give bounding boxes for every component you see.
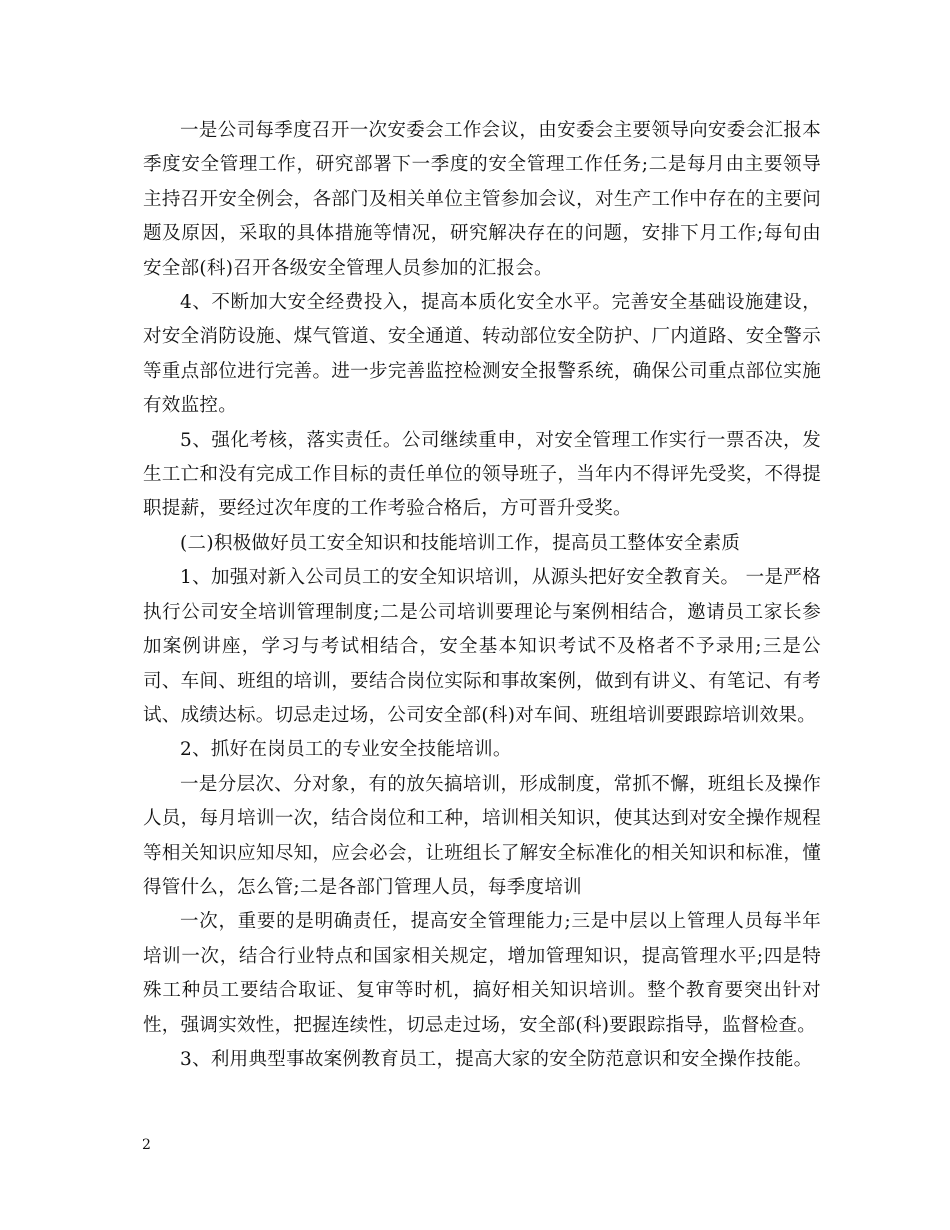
paragraph-safety-funding: 4、不断加大安全经费投入，提高本质化安全水平。完善安全基础设施建设，对安全消防设施、煤气管道、安全通道、转动部位安全防护、厂内道路、安全警示等重点部位进行完善。进一步完善监控检测安全报警系统，确保公司重点部位实施有效监控。 [143, 292, 821, 417]
paragraph-meeting-system: 一是公司每季度召开一次安委会工作会议，由安委会主要领导向安委会汇报本季度安全管理工作，研究部署下一季度的安全管理工作任务;二是每月由主要领导主持召开安全例会，各部门及相关单位主管参加会议，对生产工作中存在的主要问题及原因，采取的具体措施等情况，研究解决存在的问题，安排下月工作;每旬由安全部(科)召开各级安全管理人员参加的汇报会。 [143, 120, 821, 279]
document-body [143, 114, 821, 1077]
paragraph-assessment: 5、强化考核，落实责任。公司继续重申，对安全管理工作实行一票否决，发生工亡和没有完成工作目标的责任单位的领导班子，当年内不得评先受奖，不得提职提薪，要经过次年度的工作考验合格后，方可晋升受奖。 [143, 429, 821, 520]
paragraph-new-employee-training: 1、加强对新入公司员工的安全知识培训，从源头把好安全教育关。 一是严格执行公司安全培训管理制度;二是公司培训要理论与案例相结合，邀请员工家长参加案例讲座，学习与考试相结合，安全基本知识考试不及格者不予录用;三是公司、车间、班组的培训，要结合岗位实际和事故案例，做到有讲义、有笔记、有考试、成绩达标。切忌走过场，公司安全部(科)对车间、班组培训要跟踪培训效果。 [143, 567, 821, 726]
section-heading-training: (二)积极做好员工安全知识和技能培训工作，提高员工整体安全素质 [180, 532, 741, 554]
page-number: 2 [142, 1137, 151, 1153]
paragraph-accident-cases: 3、利用典型事故案例教育员工，提高大家的安全防范意识和安全操作技能。 [180, 1048, 813, 1070]
paragraph-onjob-training-heading: 2、抓好在岗员工的专业安全技能培训。 [180, 739, 512, 761]
paragraph-layered-training: 一是分层次、分对象，有的放矢搞培训，形成制度，常抓不懈，班组长及操作人员，每月培训一次，结合岗位和工种，培训相关知识，使其达到对安全操作规程等相关知识应知尽知，应会必会，让班组长了解安全标准化的相关知识和标准，懂得管什么，怎么管;二是各部门管理人员，每季度培训 [143, 773, 821, 898]
paragraph-management-training: 一次，重要的是明确责任，提高安全管理能力;三是中层以上管理人员每半年培训一次，结合行业特点和国家相关规定，增加管理知识，提高管理水平;四是特殊工种员工要结合取证、复审等时机，搞好相关知识培训。整个教育要突出针对性，强调实效性，把握连续性，切忌走过场，安全部(科)要跟踪指导，监督检查。 [143, 911, 821, 1036]
